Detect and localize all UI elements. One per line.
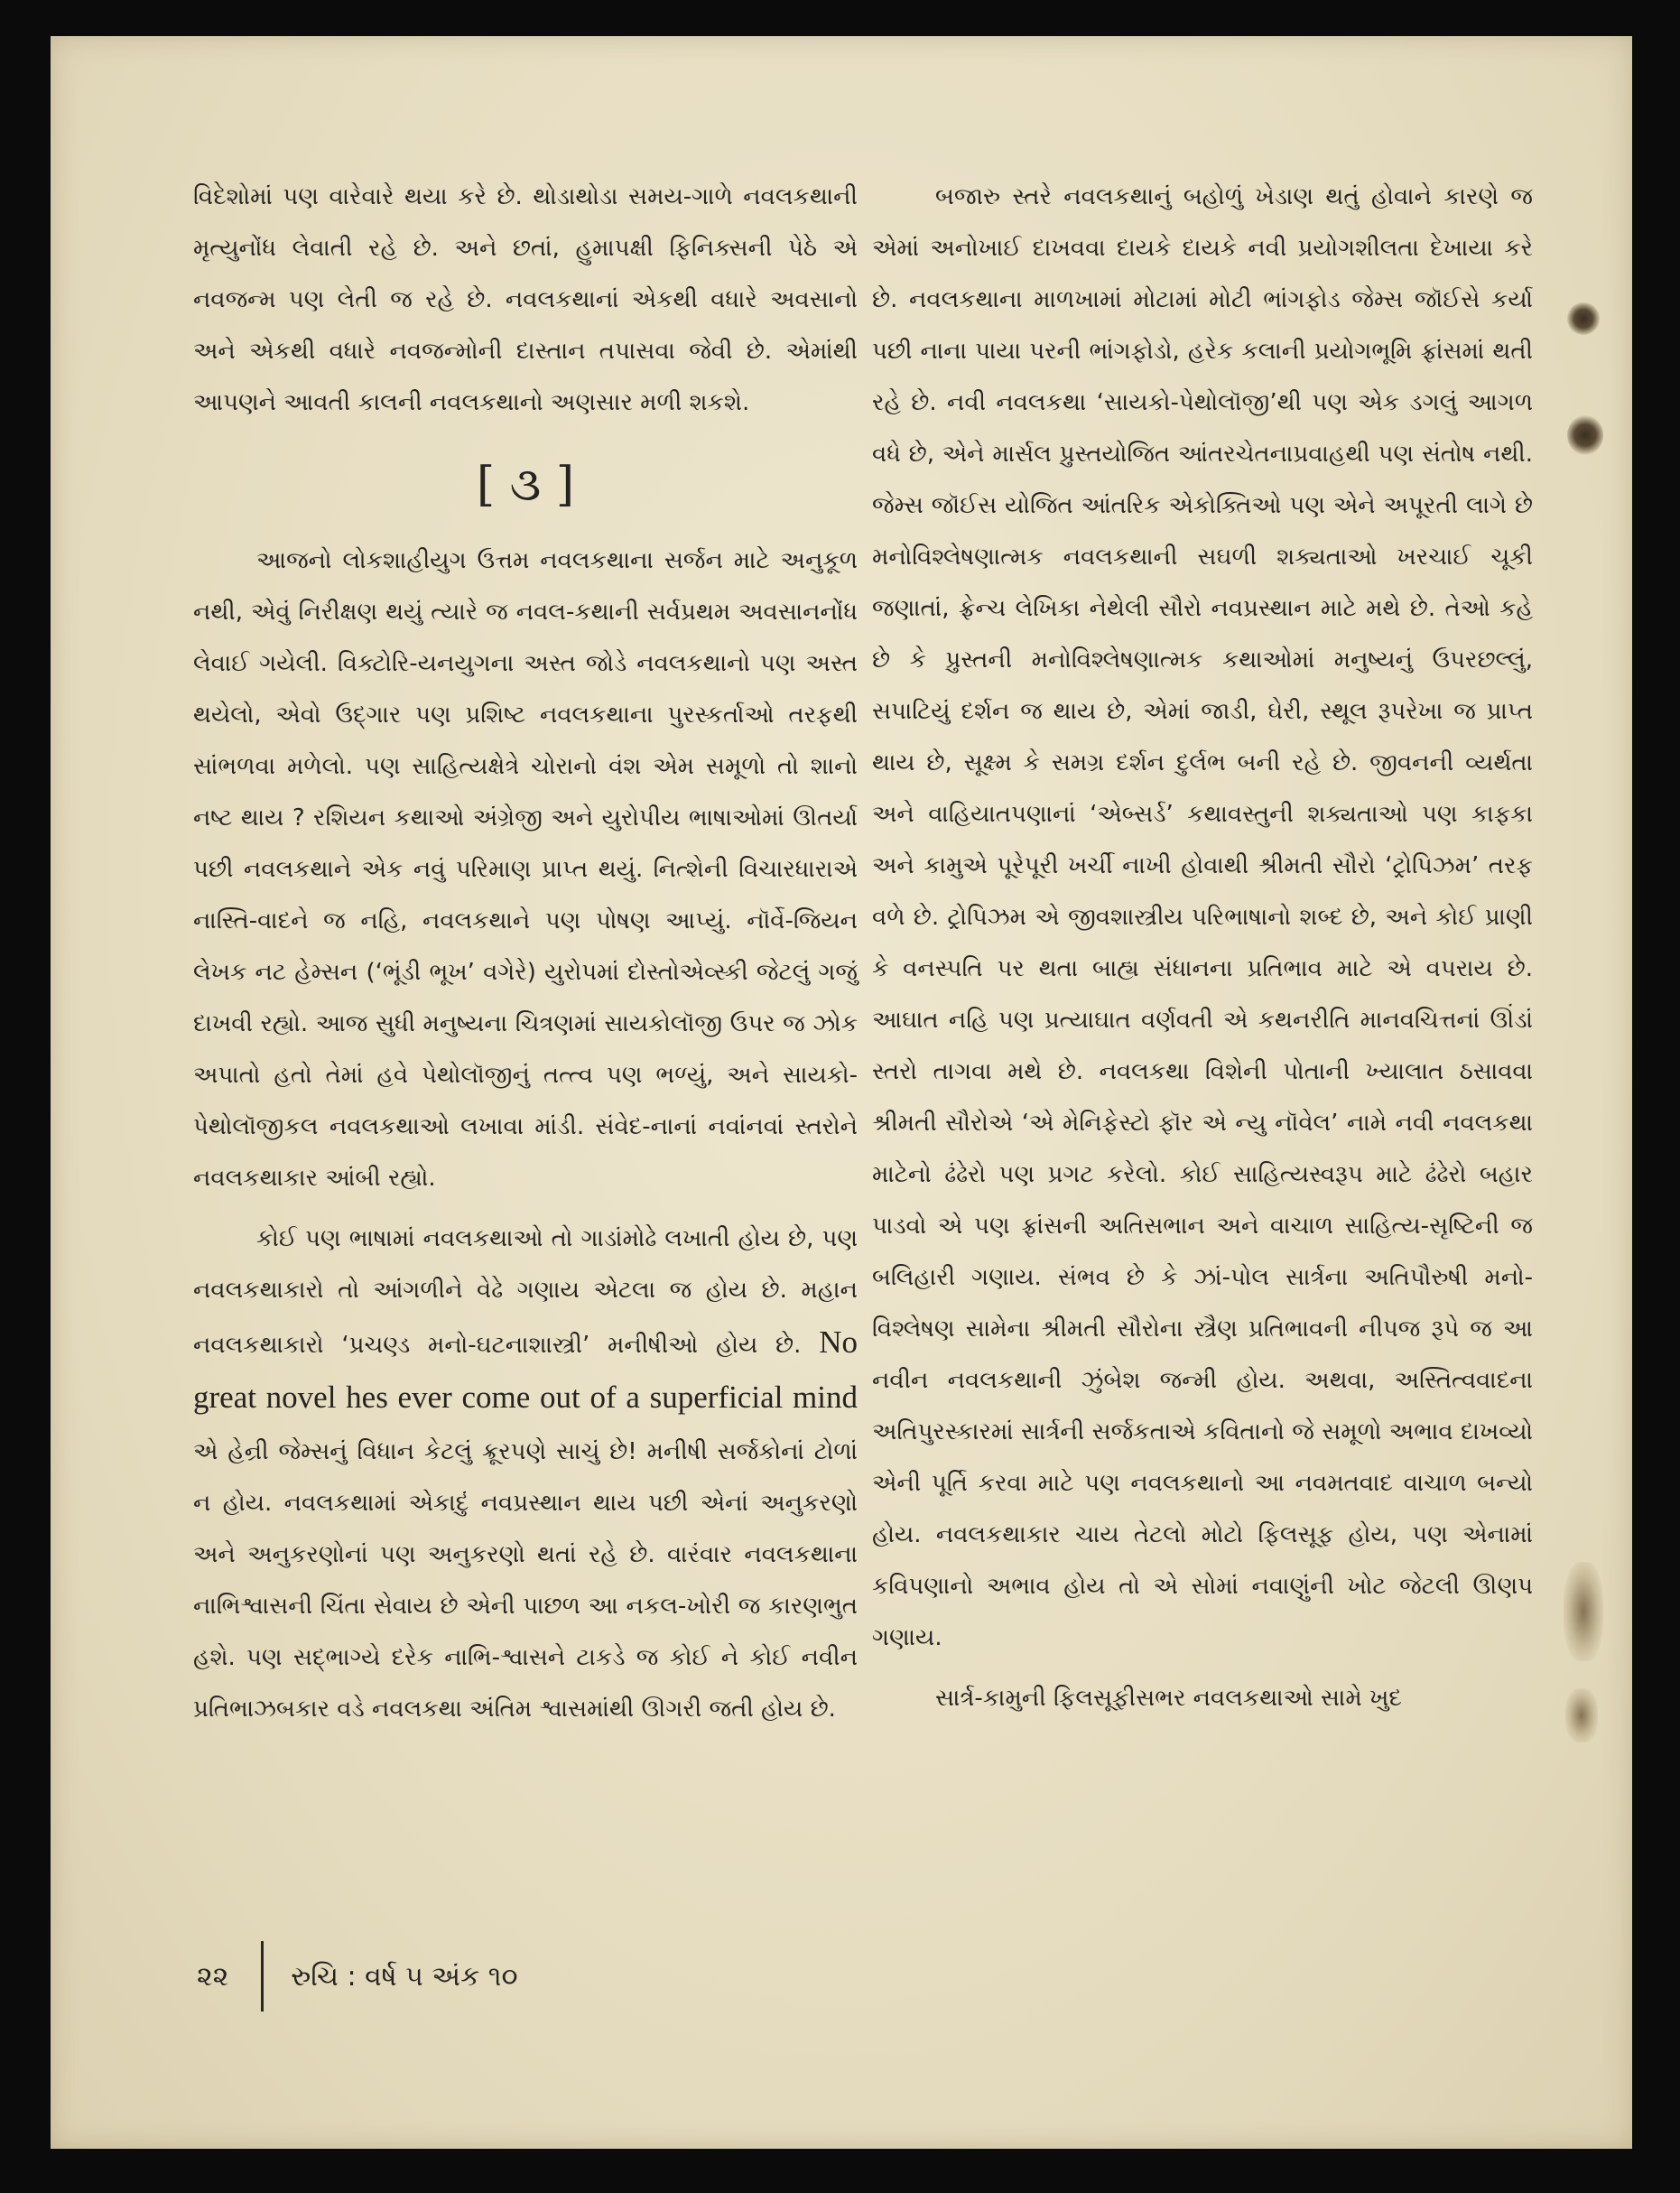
paragraph: સાર્ત્ર-કામુની ફિલસૂફીસભર નવલકથાઓ સામે ખુદ	[935, 1685, 1402, 1712]
punch-hole	[1567, 302, 1600, 335]
paper-stain	[1565, 1688, 1598, 1742]
paragraph	[193, 1213, 858, 1735]
page-number: ૨૨	[197, 1960, 229, 1993]
paragraph-text: કોઈ પણ ભાષામાં નવલકથાઓ તો ગાડાંમોઢે લખાતી હોય છે, પણ નવલકથાકારો તો આંગળીને વેઢે ગણાય એટલા જ હોય છે. મહાન નવલકથાકારો ‘પ્રચણ્ડ મનો-ઘટનાશાસ્ત્રી’ મનીષીઓ હોય છે.	[193, 1225, 858, 1359]
paragraph-text: એ હેન્રી જેમ્સનું વિધાન કેટલું ક્રૂરપણે સાચું છે! મનીષી સર્જકોનાં ટોળાં ન હોય. નવલકથામાં એકાદું નવપ્રસ્થાન થાય પછી એનાં અનુકરણો અને અનુકરણોનાં પણ અનુકરણો થતાં રહે છે. વારંવાર નવલકથાના નાભિશ્વાસની ચિંતા સેવાય છે એની પાછળ આ નકલ-ખોરી જ કારણભુત હશે. પણ સદ્ભાગ્યે દરેક નાભિ-શ્વાસને ટાકડે જ કોઈ ને કોઈ નવીન પ્રતિભાઝબકાર વડે નવલકથા અંતિમ શ્વાસમાંથી ઊગરી જતી હોય છે.	[193, 1438, 858, 1723]
right-column	[872, 172, 1533, 1724]
left-column	[193, 172, 858, 1735]
footer-divider	[261, 1941, 264, 2012]
paragraph: આજનો લોકશાહીયુગ ઉત્તમ નવલકથાના સર્જન માટે અનુકૂળ નથી, એવું નિરીક્ષણ થયું ત્યારે જ નવલ-કથાની સર્વપ્રથમ અવસાનનોંધ લેવાઈ ગયેલી. વિક્ટોરિ-યનયુગના અસ્ત જોડે નવલકથાનો પણ અસ્ત થયેલો, એવો ઉદ્ગાર પણ પ્રશિષ્ટ નવલકથાના પુરસ્કર્તાઓ તરફથી સાંભળવા મળેલો. પણ સાહિત્યક્ષેત્રે ચોરાનો વંશ એમ સમૂળો તો શાનો નષ્ટ થાય ? રશિયન કથાઓ અંગ્રેજી અને યુરોપીય ભાષાઓમાં ઊતર્યા પછી નવલકથાને એક નવું પરિમાણ પ્રાપ્ત થયું. નિત્શેની વિચારધારાએ નાસ્તિ-વાદને જ નહિ, નવલકથાને પણ પોષણ આપ્યું. નૉર્વે-જિયન લેખક નટ હેમ્સન (‘ભૂંડી ભૂખ’ વગેરે) યુરોપમાં દોસ્તોએવ્સ્કી જેટલું ગજું દાખવી રહ્યો. આજ સુધી મનુષ્યના ચિત્રણમાં સાયકોલૉજી ઉપર જ ઝોક અપાતો હતો તેમાં હવે પેથોલૉજીનું તત્ત્વ પણ ભળ્યું, અને સાયકો-પેથોલૉજીકલ નવલકથાઓ લખાવા માંડી. સંવેદ-નાનાં નવાંનવાં સ્તરોને નવલકથાકાર આંબી રહ્યો.	[193, 547, 858, 1192]
paper-stain	[1564, 1562, 1603, 1661]
english-quote: No great novel hes ever come out of a superficial mind	[193, 1324, 859, 1415]
page-sheet	[51, 36, 1632, 2149]
paragraph: વિદેશોમાં પણ વારેવારે થયા કરે છે. થોડાથોડા સમય-ગાળે નવલકથાની મૃત્યુનોંધ લેવાતી રહે છે. અને છતાં, હુમાપક્ષી ફિનિક્સની પેઠે એ નવજન્મ પણ લેતી જ રહે છે. નવલકથાનાં એકથી વધારે અવસાનો અને એકથી વધારે નવજન્મોની દાસ્તાન તપાસવા જેવી છે. એમાંથી આપણને આવતી કાલની નવલકથાનો અણસાર મળી શકશે.	[193, 183, 858, 416]
journal-reference: રુચિ : વર્ષ ૫ અંક ૧૦	[291, 1960, 518, 1993]
section-number: [ ૩ ]	[476, 458, 575, 512]
paragraph: બજારુ સ્તરે નવલકથાનું બહોળું ખેડાણ થતું હોવાને કારણે જ એમાં અનોખાઈ દાખવવા દાયકે દાયકે નવી પ્રયોગશીલતા દેખાયા કરે છે. નવલકથાના માળખામાં મોટામાં મોટી ભાંગફોડ જેમ્સ જૉઈસે કર્યા પછી નાના પાયા પરની ભાંગફોડો, હરેક કલાની પ્રયોગભૂમિ ફ્રાંસમાં થતી રહે છે. નવી નવલકથા ‘સાયકો-પેથોલૉજી’થી પણ એક ડગલું આગળ વધે છે, એને માર્સલ પ્રુસ્તયોજિત આંતરચેતનાપ્રવાહથી પણ સંતોષ નથી. જેમ્સ જૉઈસ યોજિત આંતરિક એકોક્તિઓ પણ એને અપૂરતી લાગે છે મનોવિશ્લેષણાત્મક નવલકથાની સઘળી શક્યતાઓ ખરચાઈ ચૂકી જણાતાં, ફ્રેન્ચ લેખિકા નેથેલી સૌરો નવપ્રસ્થાન માટે મથે છે. તેઓ કહે છે કે પ્રુસ્તની મનોવિશ્લેષણાત્મક કથાઓમાં મનુષ્યનું ઉપરછલ્લું, સપાટિયું દર્શન જ થાય છે, એમાં જાડી, ઘેરી, સ્થૂલ રૂપરેખા જ પ્રાપ્ત થાય છે, સૂક્ષ્મ કે સમગ્ર દર્શન દુર્લભ બની રહે છે. જીવનની વ્યર્થતા અને વાહિયાતપણાનાં ‘એબ્સર્ડ’ કથાવસ્તુની શક્યતાઓ પણ કાફકા અને કામુએ પૂરેપૂરી ખર્ચી નાખી હોવાથી શ્રીમતી સૌરો ‘ટ્રોપિઝમ’ તરફ વળે છે. ટ્રોપિઝમ એ જીવશાસ્ત્રીય પરિભાષાનો શબ્દ છે, અને કોઈ પ્રાણી કે વનસ્પતિ પર થતા બાહ્ય સંધાનના પ્રતિભાવ માટે એ વપરાય છે. આઘાત નહિ પણ પ્રત્યાઘાત વર્ણવતી એ કથનરીતિ માનવચિત્તનાં ઊંડાં સ્તરો તાગવા મથે છે. નવલકથા વિશેની પોતાની ખ્યાલાત ઠસાવવા શ્રીમતી સૌરોએ ‘એ મેનિફેસ્ટો ફૉર એ ન્યુ નૉવેલ’ નામે નવી નવલકથા માટેનો ઢંઢેરો પણ પ્રગટ કરેલો. કોઈ સાહિત્યસ્વરૂપ માટે ઢંઢેરો બહાર પાડવો એ પણ ફ્રાંસની અતિસભાન અને વાચાળ સાહિત્ય-સૃષ્ટિની જ બલિહારી ગણાય. સંભવ છે કે ઝાં-પોલ સાર્ત્રના અતિપૌરુષી મનો-વિશ્લેષણ સામેના શ્રીમતી સૌરોના સ્ત્રૈણ પ્રતિભાવની નીપજ રૂપે જ આ નવીન નવલકથાની ઝુંબેશ જન્મી હોય. અથવા, અસ્તિત્વવાદના અતિપુરસ્કારમાં સાર્ત્રની સર્જકતાએ કવિતાનો જે સમૂળો અભાવ દાખવ્યો એની પૂર્તિ કરવા માટે પણ નવલકથાનો આ નવમતવાદ વાચાળ બન્યો હોય. નવલકથાકાર ચાય તેટલો મોટો ફિલસૂફ હોય, પણ એનામાં કવિપણાનો અભાવ હોય તો એ સોમાં નવાણુંની ખોટ જેટલી ઊણપ ગણાય.	[872, 183, 1533, 1651]
page-footer	[197, 1941, 518, 2012]
punch-hole	[1567, 415, 1603, 455]
